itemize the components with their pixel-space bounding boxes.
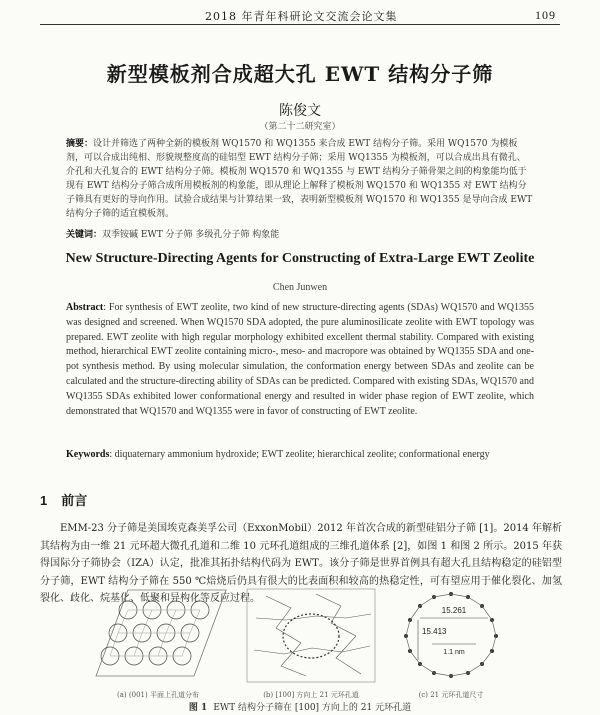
keywords-en-text: : diquaternary ammonium hydroxide; EWT zeolite; hierarchical zeolite; conformational energy bbox=[109, 449, 490, 460]
paper-title-en: New Structure-Directing Agents for Constructing of Extra-Large EWT Zeolite bbox=[65, 251, 535, 266]
keywords-en-label: Keywords bbox=[66, 449, 110, 460]
framework-001-plane-image bbox=[88, 588, 228, 678]
affiliation-zh: （第二十二研究室） bbox=[259, 122, 341, 132]
figure-1c bbox=[396, 588, 506, 699]
dim-left-label: 15.413 bbox=[422, 627, 447, 636]
keywords-zh bbox=[66, 229, 534, 241]
section-number: 1 bbox=[40, 493, 48, 508]
dim-top-label: 15.261 bbox=[441, 606, 467, 615]
ring-size-image bbox=[396, 588, 506, 680]
paper-title-zh: 新型模板剂合成超大孔 EWT 结构分子筛 bbox=[106, 62, 494, 86]
figure-1-title bbox=[0, 700, 600, 713]
abstract-en bbox=[66, 301, 534, 419]
abstract-zh bbox=[66, 137, 534, 221]
figure-1a-caption: (a) (001) 平面上孔道分布 bbox=[117, 691, 199, 699]
abstract-zh-label: 摘要： bbox=[66, 139, 94, 149]
section-title: 前言 bbox=[61, 494, 88, 509]
figure-1-title-text: EWT 结构分子筛在 [100] 方向上的 21 元环孔道 bbox=[213, 703, 412, 713]
figure-1b-caption: (b) [100] 方向上 21 元环孔道 bbox=[263, 691, 359, 699]
figure-1c-caption: (c) 21 元环孔道尺寸 bbox=[418, 691, 484, 699]
author-zh: 陈俊文 bbox=[279, 103, 321, 119]
section-heading bbox=[40, 490, 87, 509]
dim-center-label: 1.1 nm bbox=[443, 649, 465, 656]
intro-paragraph: EMM-23 分子筛是美国埃克森美孚公司（ExxonMobil）2012 年首次合成的新型硅铝分子筛 [1]。2014 年解析其结构为由一维 21 元环超大微孔孔道和二维 10 元环孔道组成的三维孔道体系 [2]，如图 1 和图 2 所示。2015 年获得国际分子筛协会（IZA）认定，批准其拓扑结构代码为 EWT。该分子筛是世界首例具有超大孔且结构稳定的硅铝型分子筛，EWT 结构分子筛在 550 ℃焙烧后仍具有很大的比表面积和较高的热稳定性，可有望应用于催化裂化、加氢裂化、歧化、烷基化、低聚和异构化等反应过程。 bbox=[40, 523, 562, 604]
author-en: Chen Junwen bbox=[272, 282, 328, 293]
abstract-en-text: : For synthesis of EWT zeolite, two kind of new structure-directing agents (SDAs) WQ1570 and WQ1355 was designed and screened. When WQ1570 SDA adopted, the pure aluminosilicate zeolite with EWT topology was prepared. EWT zeolite with high regular morphology exhibited excellent thermal stability. Compared with existing method, hierarchical EWT zeolite containing micro-, meso- and macropore was obtained by WQ1355 SDA and one-pot synthesis method. By using molecular simulation, the conformation energy between SDAs and zeolite can be calculated and the structure-directing ability of SDAs can be predicted. Compared with existing SDAs, WQ1570 and WQ1355 SDAs exhibited lower conformational energy and resulted in wider phase region of EWT zeolite, which demonstrated that WQ1570 and WQ1355 were in favor of constructing of EWT zeolite. bbox=[66, 302, 534, 417]
abstract-en-label: Abstract bbox=[66, 302, 104, 313]
keywords-zh-label: 关键词： bbox=[66, 230, 103, 240]
figure-1-label: 图 1 bbox=[188, 703, 208, 713]
figure-1a bbox=[88, 588, 228, 699]
figure-1 bbox=[78, 588, 548, 699]
abstract-zh-text: 设计并筛选了两种全新的模板剂 WQ1570 和 WQ1355 来合成 EWT 结构分子筛。采用 WQ1570 为模板剂，可以合成出纯相、形貌规整度高的硅铝型 EWT 结构分子筛；采用 WQ1355 为模板剂，可以合成出具有微孔、介孔和大孔复合的 EWT 结构分子筛。模板剂 WQ1570 和 WQ1355 与 EWT 结构分子筛骨架之间的构象能均低于现有 EWT 结构分子筛合成所用模板剂的构象能，即从理论上解释了模板剂 WQ1570 和 WQ1355 对 EWT 结构分子筛具有更好的导向作用。试验合成结果与计算结果一致，表明新型模板剂 WQ1570 和 WQ1355 是导向合成 EWT 结构分子筛的适宜模板剂。 bbox=[66, 139, 533, 219]
ring-channel-100-image bbox=[246, 588, 376, 683]
running-header bbox=[40, 6, 560, 25]
page-number: 109 bbox=[535, 8, 556, 22]
keywords-en bbox=[66, 448, 534, 462]
figure-1b bbox=[246, 588, 376, 699]
conference-name: 2018 年青年科研论文交流会论文集 bbox=[205, 10, 398, 23]
keywords-zh-text: 双季铵碱 EWT 分子筛 多级孔分子筛 构象能 bbox=[102, 230, 280, 240]
